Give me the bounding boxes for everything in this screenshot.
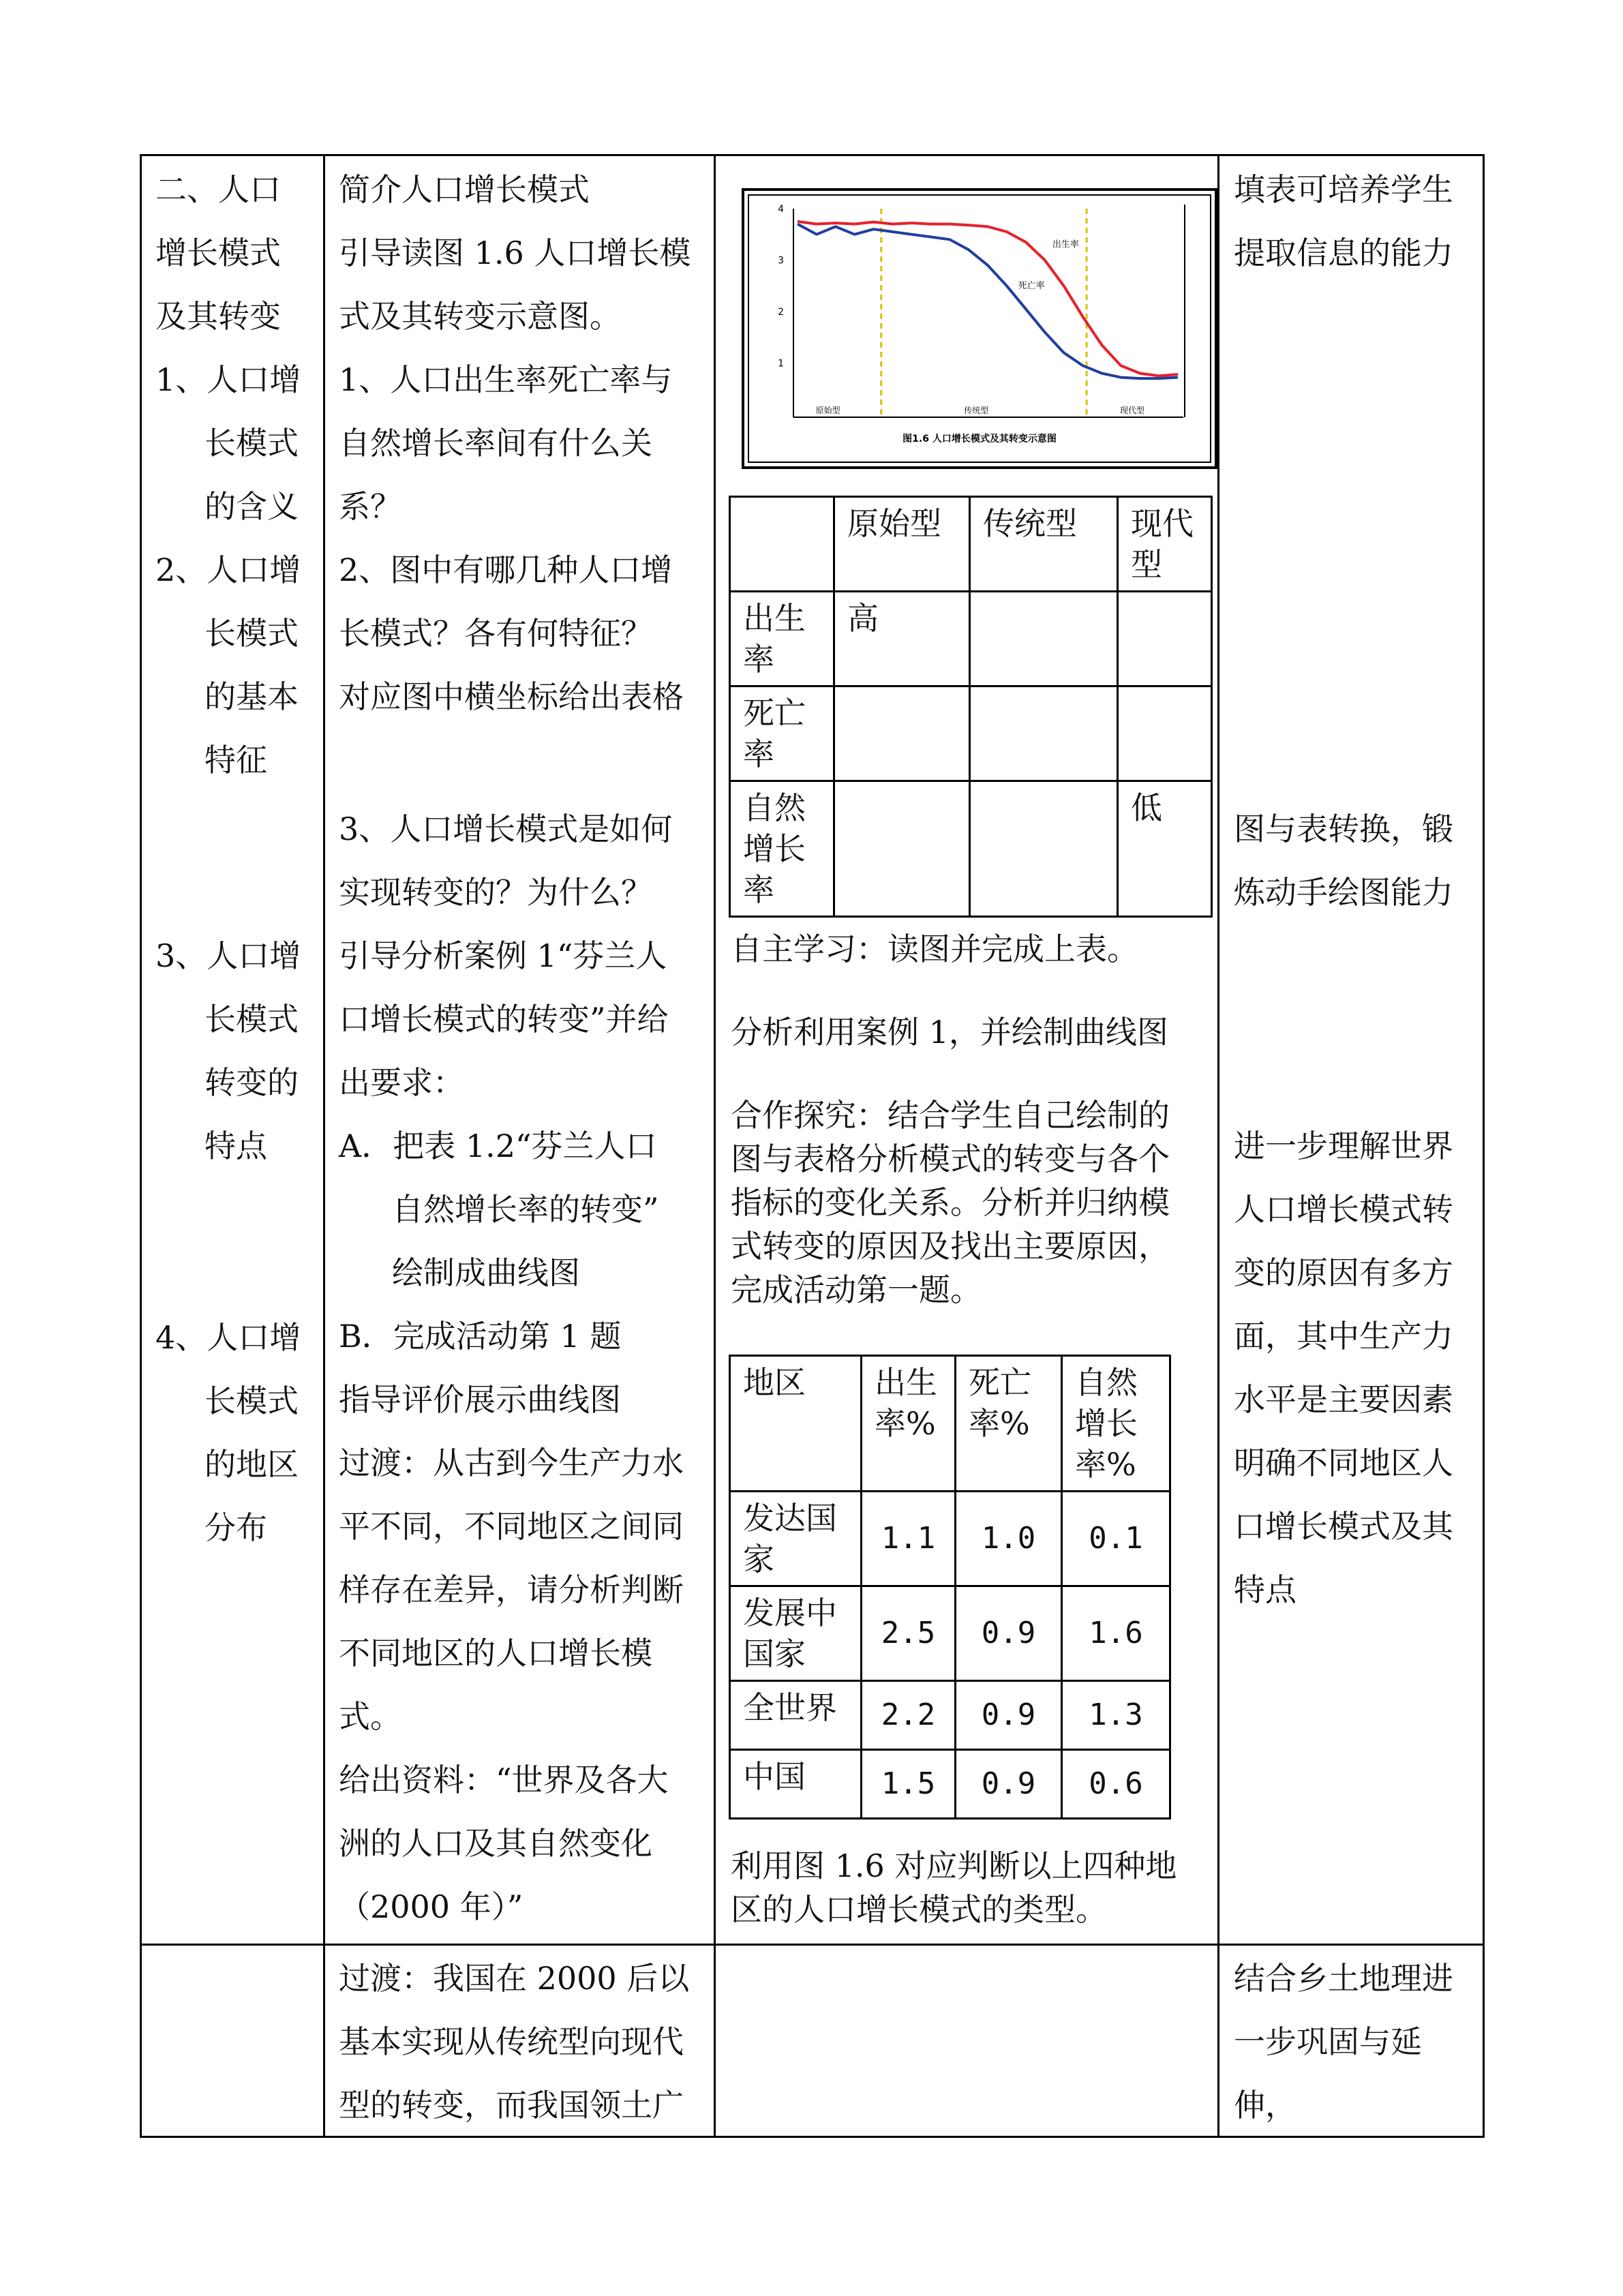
table-row <box>730 1492 1170 1586</box>
region-developing: 发展中国家 <box>730 1586 862 1681</box>
item4-line2: 长模式 <box>204 1383 299 1419</box>
item3-line3: 转变的 <box>204 1064 299 1101</box>
item2-line3: 的基本 <box>204 678 299 715</box>
world-birth: 2.2 <box>862 1681 956 1750</box>
model-header-modern: 现代型 <box>1118 497 1212 592</box>
col2-line-17: 过渡：从古到今生产力水 <box>339 1445 684 1481</box>
item-a-line1: A．把表 1.2“芬兰人口 <box>339 1128 657 1164</box>
china-death: 0.9 <box>956 1750 1062 1819</box>
item3-line4: 特点 <box>204 1128 267 1164</box>
grid-v3 <box>714 154 716 2138</box>
col1-item4 <box>155 1306 322 1560</box>
note3-line4: 面，其中生产力 <box>1234 1318 1453 1355</box>
coop-line-4: 式转变的原因及找出主要原因， <box>731 1228 1170 1265</box>
judge-line-1: 利用图 1.6 对应判断以上四种地 <box>731 1847 1177 1884</box>
col2-line-22: 给出资料：“世界及各大 <box>339 1762 669 1798</box>
col2-cell-b <box>339 798 712 1939</box>
world-death: 0.9 <box>956 1681 1062 1750</box>
chart-y-tick-3: 3 <box>778 255 784 267</box>
col2-line-2: 引导读图 1.6 人口增长模 <box>339 235 691 271</box>
developed-natural: 0.1 <box>1062 1492 1170 1586</box>
table-row <box>730 686 1212 781</box>
col2-line-1: 简介人口增长模式 <box>339 171 590 208</box>
table-row <box>730 1750 1170 1819</box>
col3-text-a <box>731 927 1216 1312</box>
developing-birth: 2.5 <box>862 1586 956 1681</box>
section-heading-2: 增长模式 <box>155 235 281 271</box>
item4-line1: 4、人口增 <box>155 1319 301 1356</box>
chart-frame <box>743 190 1216 468</box>
col2-line-24: （2000 年）” <box>339 1888 524 1925</box>
col2-line-15: B．完成活动第 1 题 <box>339 1318 622 1355</box>
item-a-line3: 绘制成曲线图 <box>392 1254 580 1291</box>
coop-line-5: 完成活动第一题。 <box>731 1271 982 1308</box>
table-row <box>730 592 1212 686</box>
item-a-line2: 自然增长率的转变” <box>392 1191 659 1228</box>
row-label-birth: 出生率 <box>730 592 834 686</box>
item4-line3: 的地区 <box>204 1446 299 1483</box>
col2-line-19: 样存在差异，请分析判断 <box>339 1571 684 1608</box>
item2-line1: 2、人口增 <box>155 552 301 588</box>
chart-x-label-1: 原始型 <box>815 406 840 415</box>
analysis-text: 分析利用案例 1，并绘制曲线图 <box>731 1014 1168 1051</box>
col2-line-12: 引导分析案例 1“芬兰人 <box>339 937 667 974</box>
cell-natural-modern[interactable]: 低 <box>1118 781 1212 917</box>
developed-death: 1.0 <box>956 1492 1062 1586</box>
note3-line6: 明确不同地区人 <box>1234 1445 1453 1481</box>
chart-y-tick-4: 4 <box>778 204 784 215</box>
col2-line-14: 出要求： <box>339 1064 464 1101</box>
self-study-text: 自主学习：读图并完成上表。 <box>731 931 1138 967</box>
chart-x-label-3: 现代型 <box>1120 406 1145 415</box>
col2-line-9: 对应图中横坐标给出表格 <box>339 678 684 715</box>
grid-v4 <box>1217 154 1219 2138</box>
item1-line3: 的含义 <box>204 488 299 525</box>
table-row <box>730 1681 1170 1750</box>
coop-line-1: 合作探究：结合学生自己绘制的 <box>731 1097 1170 1134</box>
col2-line-5: 自然增长率间有什么关 <box>339 425 652 462</box>
item2-line4: 特征 <box>204 742 267 779</box>
cell-natural-traditional[interactable] <box>970 781 1118 917</box>
cell-birth-traditional[interactable] <box>970 592 1118 686</box>
col2-line-13: 口增长模式的转变”并给 <box>339 1001 669 1038</box>
col2-line-3: 式及其转变示意图。 <box>339 298 621 335</box>
chart-title: 图1.6 人口增长模式及其转变示意图 <box>902 434 1057 444</box>
header-death-rate: 死亡率% <box>956 1356 1062 1492</box>
model-table <box>729 496 1213 918</box>
model-header-primitive: 原始型 <box>834 497 970 592</box>
col1-item3 <box>155 924 322 1178</box>
item2-line2: 长模式 <box>204 615 299 652</box>
china-natural: 0.6 <box>1062 1750 1170 1819</box>
coop-line-2: 图与表格分析模式的转变与各个 <box>731 1141 1170 1177</box>
developing-death: 0.9 <box>956 1586 1062 1681</box>
item4-line4: 分布 <box>204 1509 267 1546</box>
chart-series-label-1: 出生率 <box>1052 239 1079 250</box>
table-row <box>730 781 1212 917</box>
chart-y-tick-1: 1 <box>778 358 784 369</box>
chart-series-label-2: 死亡率 <box>1018 281 1045 292</box>
col4-bottom-3: 伸， <box>1234 2087 1296 2124</box>
grid-top <box>140 154 1485 156</box>
note1-line1: 填表可培养学生 <box>1234 171 1453 208</box>
region-table <box>729 1355 1171 1819</box>
item1-line2: 长模式 <box>204 425 299 462</box>
row-label-death: 死亡率 <box>730 686 834 781</box>
col4-bottom <box>1234 1947 1482 2137</box>
note3-line8: 特点 <box>1234 1571 1296 1608</box>
region-table-header <box>730 1356 1170 1492</box>
grid-v1 <box>140 154 142 2138</box>
col2-line-20: 不同地区的人口增长模 <box>339 1635 652 1672</box>
note2-line1: 图与表转换，锻 <box>1234 811 1453 847</box>
header-birth-rate: 出生率% <box>862 1356 956 1492</box>
col2-line-11: 实现转变的？为什么？ <box>339 874 652 911</box>
col2-line-8: 长模式？各有何特征？ <box>339 615 652 652</box>
col2-bottom-1: 过渡：我国在 2000 后以 <box>339 1960 690 1997</box>
cell-death-primitive[interactable] <box>834 686 970 781</box>
cell-death-modern[interactable] <box>1118 686 1212 781</box>
model-table-header <box>730 497 1212 592</box>
note1-line2: 提取信息的能力 <box>1234 235 1453 271</box>
header-natural-rate: 自然增长率% <box>1062 1356 1170 1492</box>
coop-line-3: 指标的变化关系。分析并归纳模 <box>731 1184 1170 1221</box>
col2-bottom <box>339 1947 712 2137</box>
grid-v2 <box>323 154 325 2138</box>
cell-birth-primitive[interactable]: 高 <box>834 592 970 686</box>
col2-line-23: 洲的人口及其自然变化 <box>339 1825 652 1862</box>
cell-death-traditional[interactable] <box>970 686 1118 781</box>
judge-line-2: 区的人口增长模式的类型。 <box>731 1891 1107 1928</box>
chart-x-label-2: 传统型 <box>964 406 989 415</box>
col4-note-2 <box>1234 798 1482 924</box>
col2-line-4: 1、人口出生率死亡率与 <box>339 361 673 398</box>
col2-bottom-2: 基本实现从传统型向现代 <box>339 2023 684 2060</box>
row-label-natural: 自然增长率 <box>730 781 834 917</box>
col2-line-6: 系？ <box>339 488 401 525</box>
section-heading-1: 二、人口 <box>155 171 281 208</box>
chart-y-tick-2: 2 <box>778 307 784 318</box>
note3-line5: 水平是主要因素 <box>1234 1381 1453 1418</box>
col4-bottom-2: 一步巩固与延 <box>1234 2023 1422 2060</box>
population-model-chart <box>742 188 1217 469</box>
region-developed: 发达国家 <box>730 1492 862 1586</box>
developed-birth: 1.1 <box>862 1492 956 1586</box>
developing-natural: 1.6 <box>1062 1586 1170 1681</box>
header-region: 地区 <box>730 1356 862 1492</box>
note3-line1: 进一步理解世界 <box>1234 1128 1453 1164</box>
item1-line1: 1、人口增 <box>155 361 301 398</box>
col4-note-1 <box>1234 158 1482 285</box>
col2-line-18: 平不同，不同地区之间同 <box>339 1508 684 1545</box>
col2-cell <box>339 158 712 729</box>
item3-line2: 长模式 <box>204 1001 299 1038</box>
col2-line-21: 式。 <box>339 1698 401 1735</box>
item3-line1: 3、人口增 <box>155 937 301 974</box>
cell-birth-modern[interactable] <box>1118 592 1212 686</box>
model-header-traditional: 传统型 <box>970 497 1118 592</box>
col2-line-10: 3、人口增长模式是如何 <box>339 811 673 847</box>
cell-natural-primitive[interactable] <box>834 781 970 917</box>
note3-line7: 口增长模式及其 <box>1234 1508 1453 1545</box>
note3-line2: 人口增长模式转 <box>1234 1191 1453 1228</box>
world-natural: 1.3 <box>1062 1681 1170 1750</box>
col2-line-16: 指导评价展示曲线图 <box>339 1381 621 1418</box>
col4-note-3 <box>1234 1115 1482 1622</box>
table-row <box>730 1586 1170 1681</box>
note2-line2: 炼动手绘图能力 <box>1234 874 1453 911</box>
grid-v5 <box>1483 154 1485 2138</box>
col3-text-b <box>731 1844 1216 1931</box>
note3-line3: 变的原因有多方 <box>1234 1254 1453 1291</box>
section-heading-3: 及其转变 <box>155 298 281 335</box>
col2-line-7: 2、图中有哪几种人口增 <box>339 552 673 588</box>
china-birth: 1.5 <box>862 1750 956 1819</box>
col1-cell <box>155 158 322 792</box>
region-china: 中国 <box>730 1750 862 1819</box>
region-world: 全世界 <box>730 1681 862 1750</box>
col2-bottom-3: 型的转变，而我国领土广 <box>339 2087 684 2124</box>
col4-bottom-1: 结合乡土地理进 <box>1234 1960 1453 1997</box>
grid-mid <box>140 1944 1485 1946</box>
model-table-corner <box>730 497 834 592</box>
